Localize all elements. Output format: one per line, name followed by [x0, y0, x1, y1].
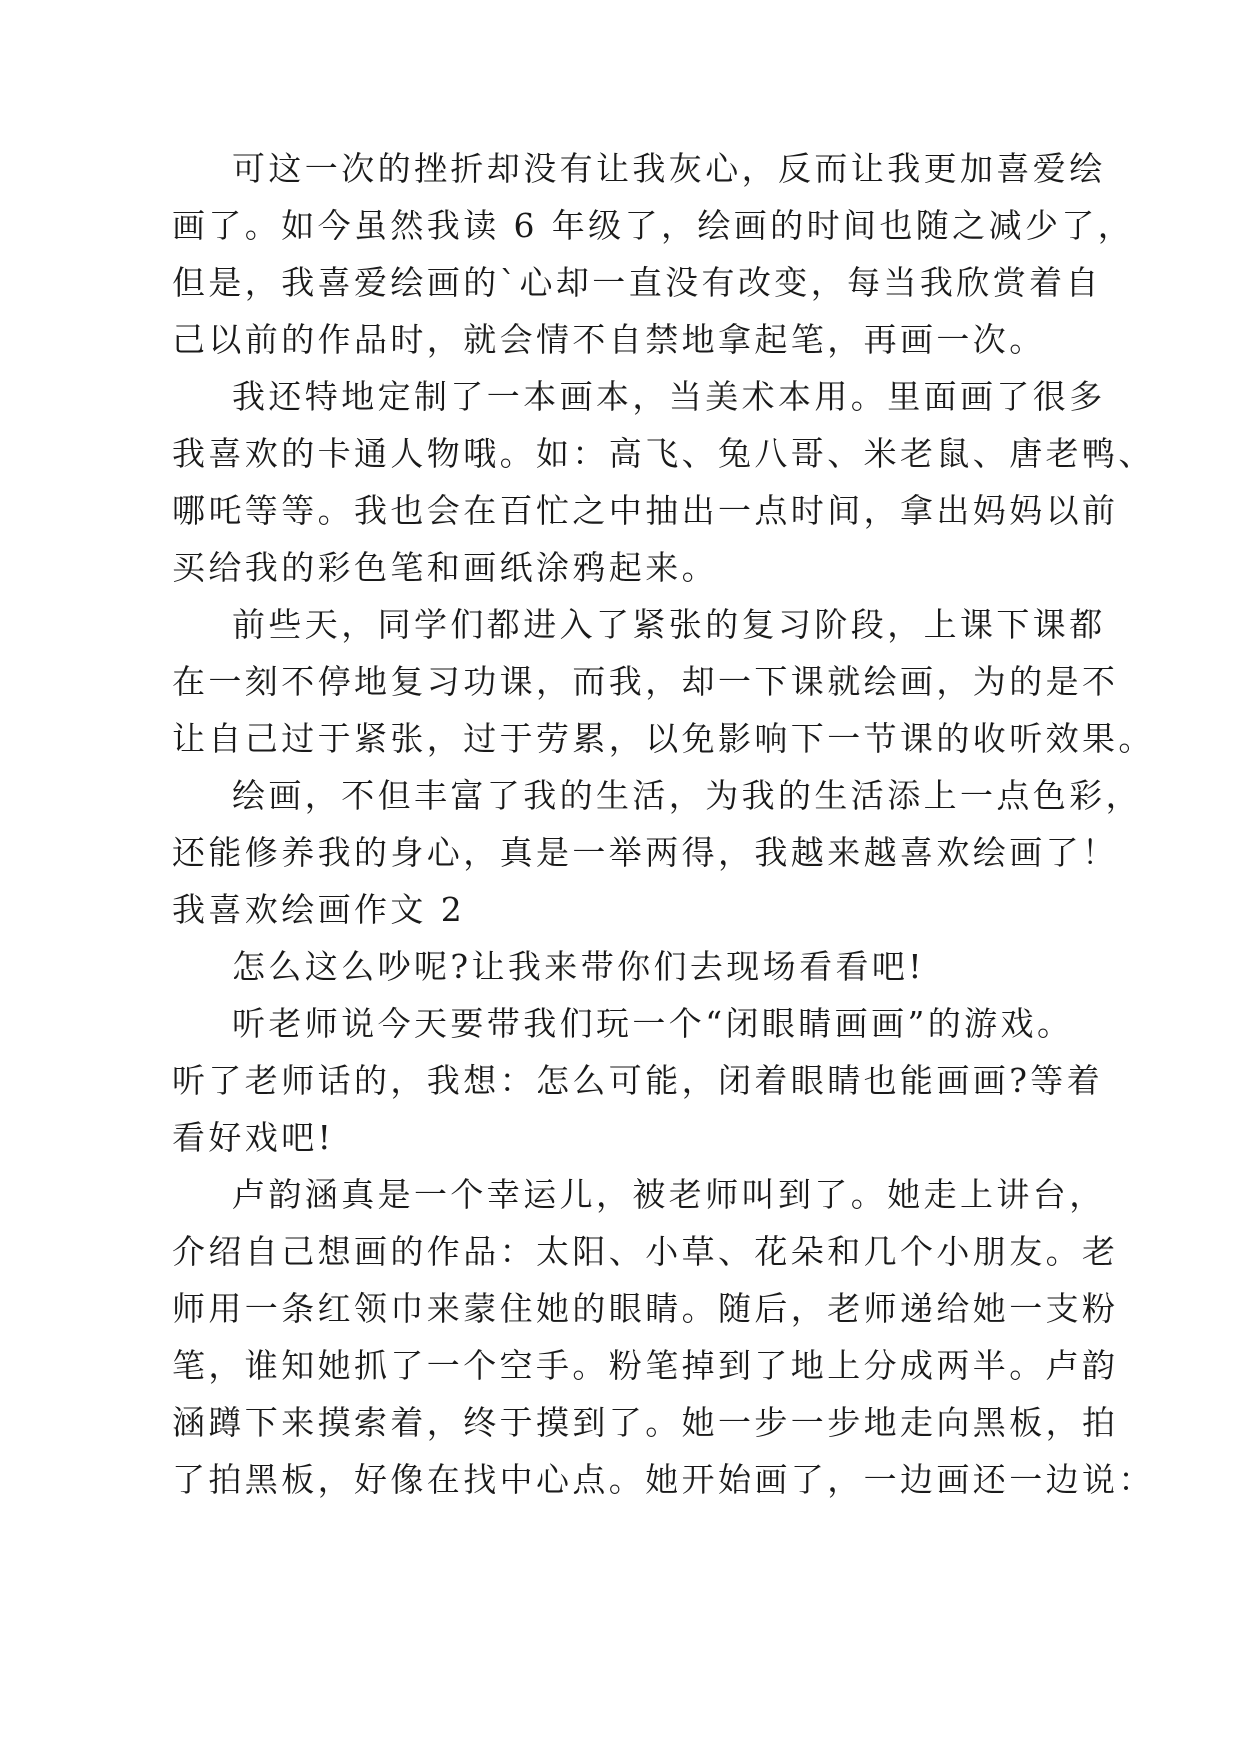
paragraph-2-line-3: 哪吒等等。我也会在百忙之中抽出一点时间，拿出妈妈以前: [172, 491, 1119, 530]
paragraph-7-line-1: 卢韵涵真是一个幸运儿，被老师叫到了。她走上讲台，: [232, 1175, 1106, 1214]
paragraph-7-line-4: 笔，谁知她抓了一个空手。粉笔掉到了地上分成两半。卢韵: [172, 1346, 1119, 1385]
paragraph-2-line-4: 买给我的彩色笔和画纸涂鸦起来。: [172, 548, 718, 587]
paragraph-6-line-3: 看好戏吧!: [172, 1118, 335, 1157]
paragraph-2-line-1: 我还特地定制了一本画本，当美术本用。里面画了很多: [232, 377, 1106, 416]
paragraph-4-line-2: 还能修养我的身心，真是一举两得，我越来越喜欢绘画了！: [172, 833, 1119, 872]
paragraph-1-line-4: 己以前的作品时，就会情不自禁地拿起笔，再画一次。: [172, 320, 1046, 359]
paragraph-3-line-1: 前些天，同学们都进入了紧张的复习阶段，上课下课都: [232, 605, 1106, 644]
paragraph-1-line-3: 但是，我喜爱绘画的`心却一直没有改变，每当我欣赏着自: [172, 263, 1102, 302]
paragraph-5-line-1: 怎么这么吵呢?让我来带你们去现场看看吧!: [232, 947, 925, 986]
paragraph-1-line-2: 画了。如今虽然我读 6 年级了，绘画的时间也随之减少了，: [172, 206, 1135, 245]
section-heading: 我喜欢绘画作文 2: [172, 890, 466, 929]
paragraph-7-line-5: 涵蹲下来摸索着，终于摸到了。她一步一步地走向黑板，拍: [172, 1403, 1119, 1442]
paragraph-4-line-1: 绘画，不但丰富了我的生活，为我的生活添上一点色彩，: [232, 776, 1142, 815]
paragraph-7-line-6: 了拍黑板，好像在找中心点。她开始画了，一边画还一边说：: [172, 1460, 1155, 1499]
paragraph-1-line-1: 可这一次的挫折却没有让我灰心，反而让我更加喜爱绘: [232, 149, 1106, 188]
paragraph-3-line-3: 让自己过于紧张，过于劳累，以免影响下一节课的收听效果。: [172, 719, 1155, 758]
paragraph-2-line-2: 我喜欢的卡通人物哦。如：高飞、兔八哥、米老鼠、唐老鸭、: [172, 434, 1155, 473]
paragraph-3-line-2: 在一刻不停地复习功课，而我，却一下课就绘画，为的是不: [172, 662, 1119, 701]
paragraph-7-line-3: 师用一条红领巾来蒙住她的眼睛。随后，老师递给她一支粉: [172, 1289, 1119, 1328]
paragraph-6-line-2: 听了老师话的，我想：怎么可能，闭着眼睛也能画画?等着: [172, 1061, 1104, 1100]
paragraph-7-line-2: 介绍自己想画的作品：太阳、小草、花朵和几个小朋友。老: [172, 1232, 1119, 1271]
paragraph-6-line-1: 听老师说今天要带我们玩一个“闭眼睛画画”的游戏。: [232, 1004, 1074, 1043]
